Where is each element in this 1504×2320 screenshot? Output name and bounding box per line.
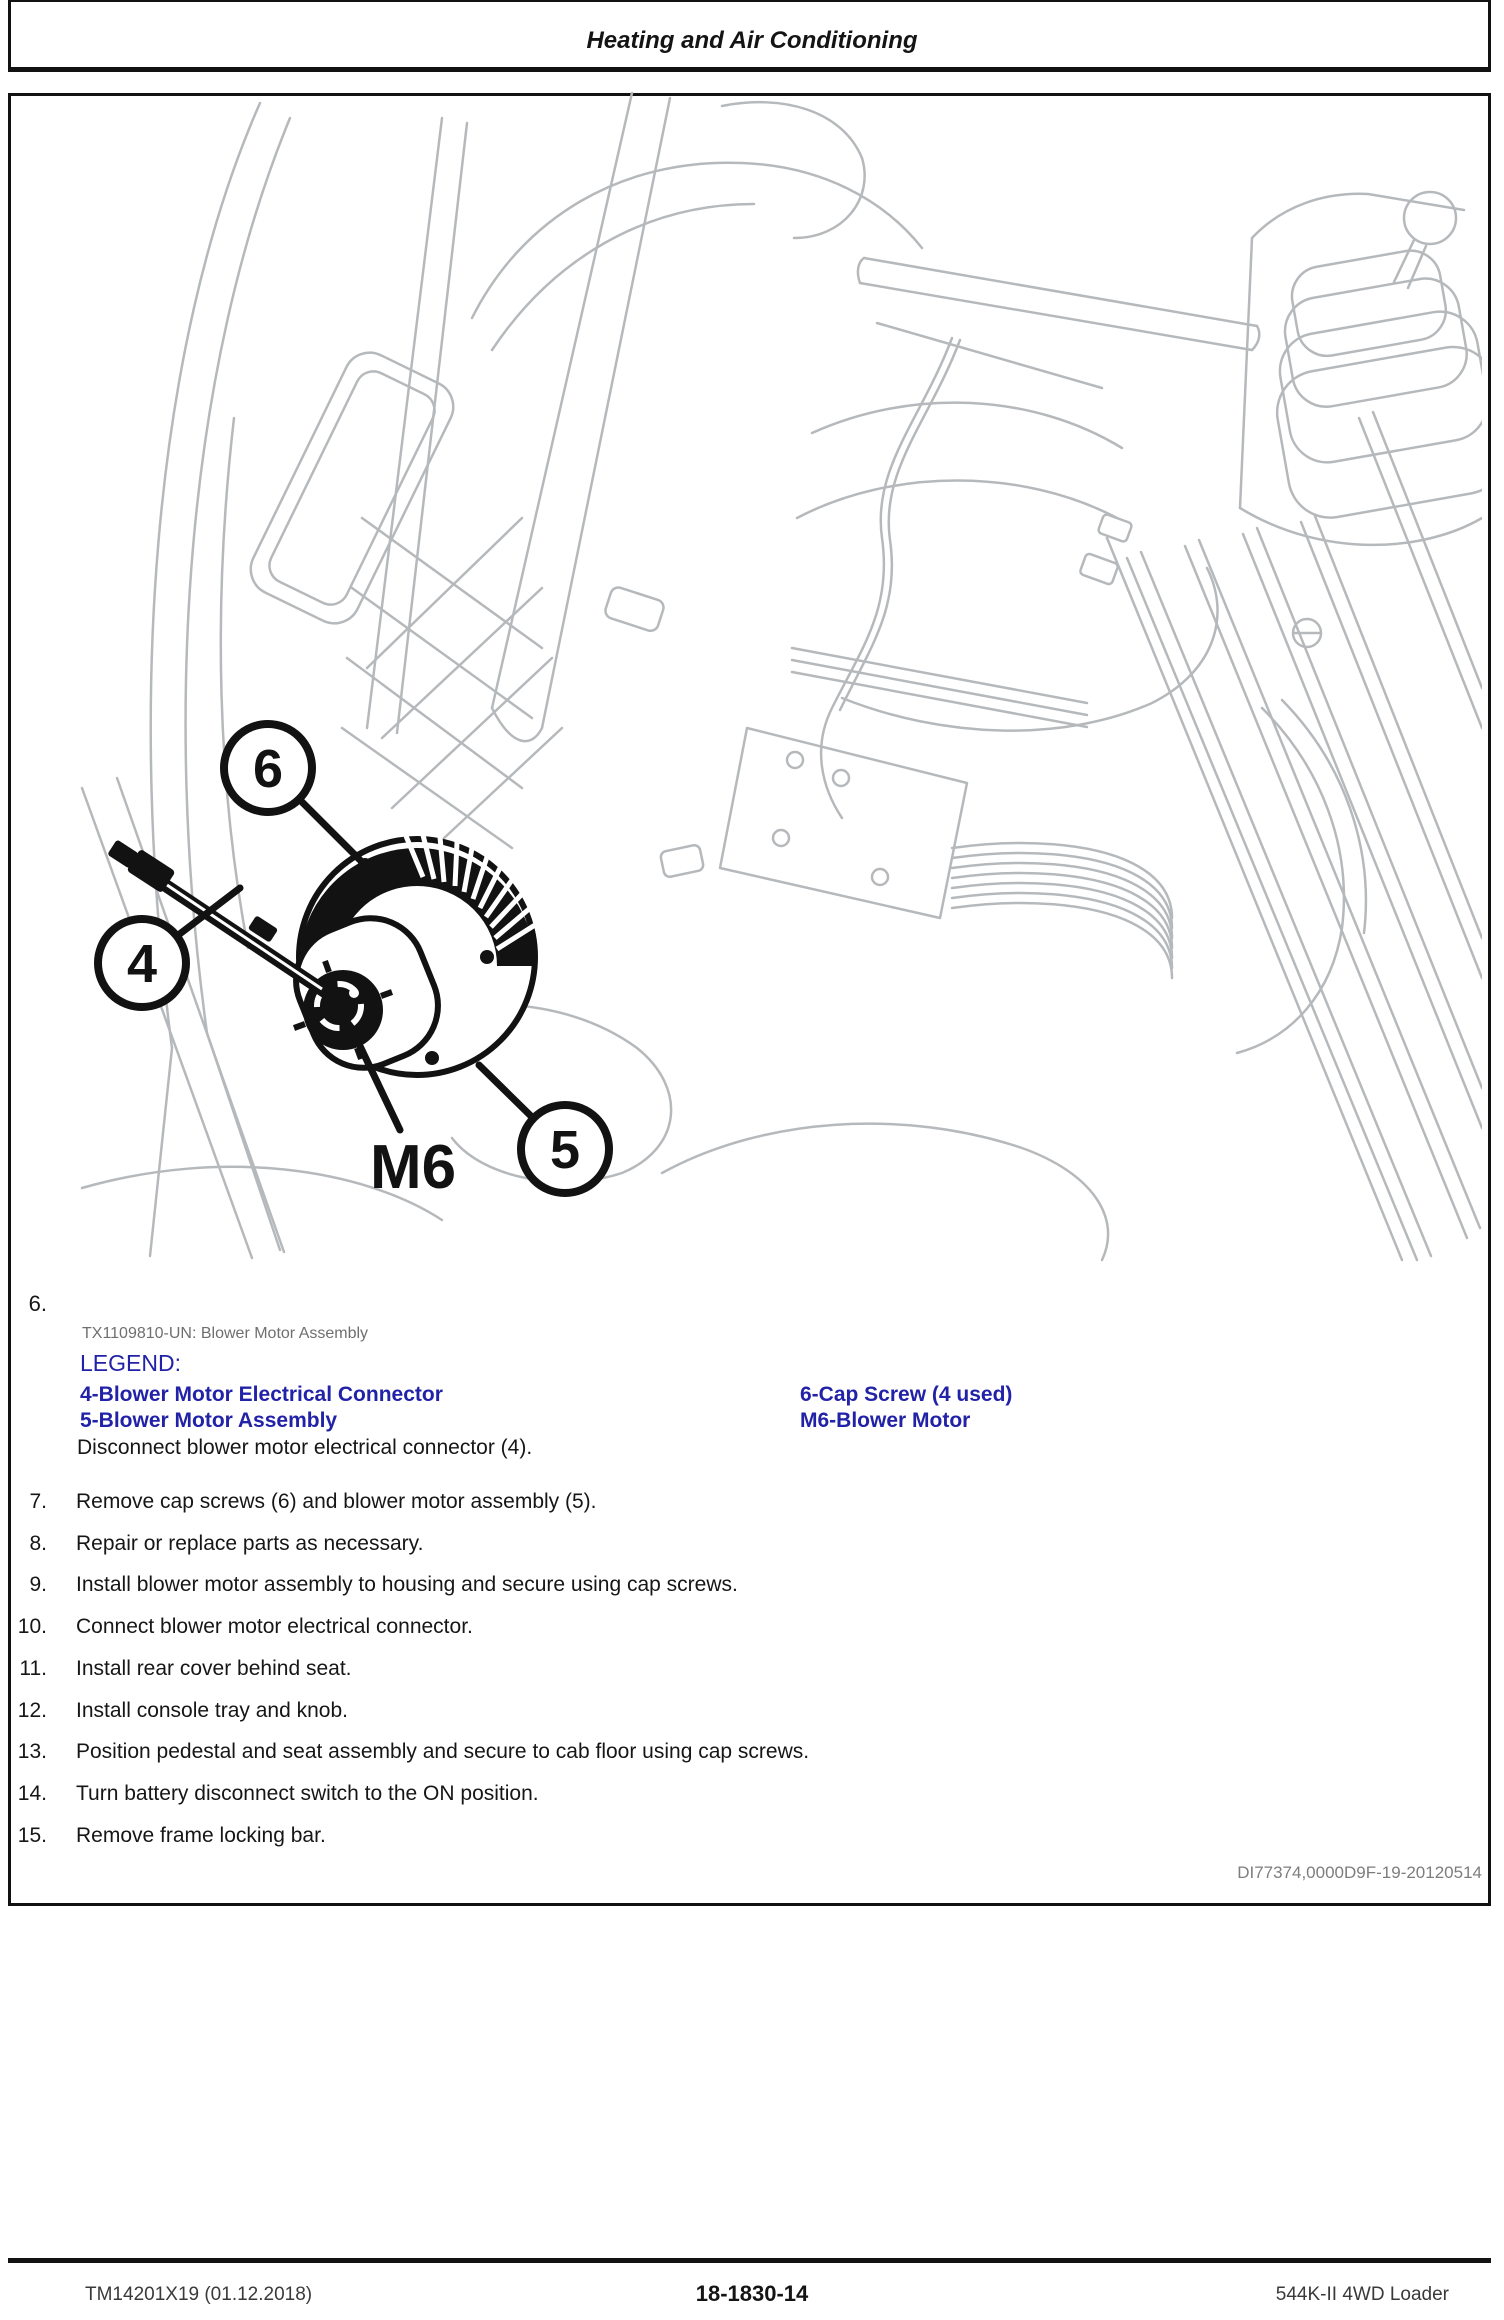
legend-item-m6: M6-Blower Motor bbox=[800, 1409, 971, 1432]
step-text: Install rear cover behind seat. bbox=[76, 1657, 352, 1680]
callout-6 bbox=[224, 724, 312, 812]
step-row bbox=[0, 1573, 1400, 1603]
step-text: Install blower motor assembly to housing and secure using cap screws. bbox=[76, 1573, 738, 1596]
step-text: Position pedestal and seat assembly and secure to cab floor using cap screws. bbox=[76, 1740, 810, 1763]
page-title: Heating and Air Conditioning bbox=[586, 27, 918, 54]
document-id: DI77374,0000D9F-19-20120514 bbox=[1237, 1863, 1482, 1882]
step-row bbox=[0, 1699, 1400, 1729]
step-row bbox=[0, 1615, 1400, 1645]
step-row bbox=[0, 1824, 1400, 1854]
callout-4 bbox=[98, 919, 186, 1007]
legend-item-4: 4-Blower Motor Electrical Connector bbox=[80, 1383, 443, 1406]
step-row bbox=[0, 1740, 1400, 1770]
callout-5-number: 5 bbox=[549, 1120, 581, 1180]
cap-screw-hole-right bbox=[480, 950, 494, 964]
figure-caption: TX1109810-UN: Blower Motor Assembly bbox=[82, 1325, 369, 1342]
blower-motor-figure bbox=[22, 88, 1482, 1268]
step-number: 10. bbox=[17, 1615, 47, 1638]
step-number: 11. bbox=[19, 1657, 47, 1680]
background-line-art bbox=[82, 93, 1482, 1260]
callout-5 bbox=[521, 1105, 609, 1193]
step-number: 12. bbox=[17, 1699, 47, 1722]
step-number: 15. bbox=[17, 1824, 47, 1847]
step-number: 13. bbox=[17, 1740, 47, 1763]
cap-screw-hole-bottom bbox=[425, 1051, 439, 1065]
legend-item-5: 5-Blower Motor Assembly bbox=[80, 1409, 338, 1432]
step-number: 9. bbox=[29, 1573, 47, 1596]
step-row bbox=[0, 1657, 1400, 1687]
step-6-number: 6. bbox=[28, 1291, 47, 1316]
footer-page-number: 18-1830-14 bbox=[695, 2281, 809, 2306]
callout-6-number: 6 bbox=[252, 739, 284, 799]
step-text: Connect blower motor electrical connector. bbox=[76, 1615, 473, 1638]
step-number: 7. bbox=[29, 1490, 47, 1513]
footer-rule bbox=[8, 2258, 1491, 2263]
legend-item-6: 6-Cap Screw (4 used) bbox=[800, 1383, 1013, 1406]
step-6-text: Disconnect blower motor electrical connector (4). bbox=[77, 1436, 533, 1459]
step-text: Turn battery disconnect switch to the ON position. bbox=[76, 1782, 539, 1805]
step-text: Repair or replace parts as necessary. bbox=[76, 1532, 424, 1555]
step-number: 14. bbox=[17, 1782, 47, 1805]
step-row bbox=[0, 1532, 1400, 1562]
footer-model-name: 544K-II 4WD Loader bbox=[1275, 2284, 1449, 2305]
step-text: Remove cap screws (6) and blower motor assembly (5). bbox=[76, 1490, 597, 1513]
step-text: Install console tray and knob. bbox=[76, 1699, 348, 1722]
callout-4-number: 4 bbox=[126, 934, 158, 994]
step-row bbox=[0, 1782, 1400, 1812]
callout-m6-label: M6 bbox=[370, 1133, 457, 1202]
step-text: Remove frame locking bar. bbox=[76, 1824, 326, 1847]
legend-title: LEGEND: bbox=[80, 1350, 181, 1376]
step-number: 8. bbox=[29, 1532, 47, 1555]
step-row bbox=[0, 1490, 1400, 1520]
blower-motor-assembly bbox=[98, 724, 609, 1202]
footer-manual-number: TM14201X19 (01.12.2018) bbox=[85, 2284, 313, 2305]
